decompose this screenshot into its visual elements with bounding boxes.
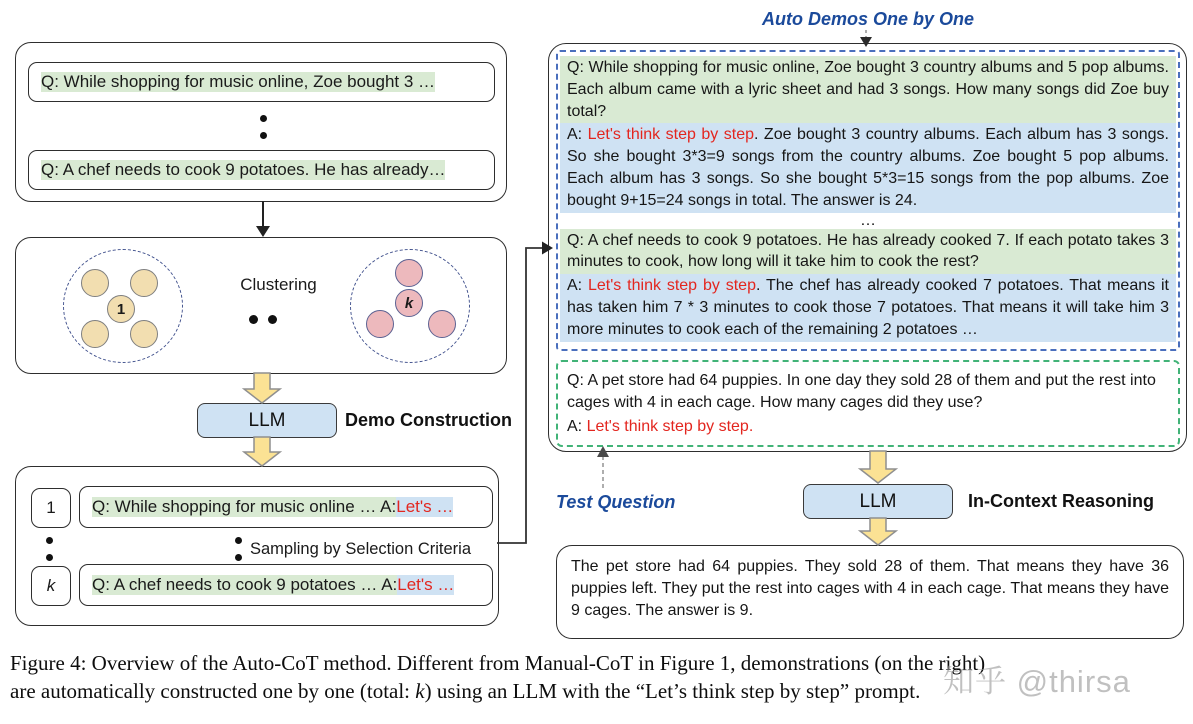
cluster-k-label: k	[404, 294, 414, 312]
cluster-k-dot-icon	[395, 259, 423, 287]
sampled-demo-1	[79, 486, 493, 528]
cluster-1-dot-icon	[130, 269, 158, 297]
vertical-dots-icon	[235, 554, 242, 561]
test-question-q: Q: A pet store had 64 puppies. In one day they sold 28 of them and put the rest into cages with 4 in each cage. How many cages did they use?	[567, 372, 1156, 411]
auto-demos-area	[556, 50, 1180, 351]
answer-box	[556, 545, 1184, 639]
pool-question-1	[28, 62, 495, 102]
horizontal-dots-icon	[268, 315, 277, 324]
think-step-cue: Let's think step by step	[588, 277, 756, 295]
sampled-demo-k-q: Q: A chef needs to cook 9 potatoes … A:	[92, 575, 398, 594]
vertical-dots-icon	[46, 537, 53, 544]
llm-box-right	[803, 484, 953, 519]
think-step-cue: Let's think step by step	[587, 126, 754, 144]
horizontal-dots-icon	[249, 315, 258, 324]
test-question-answer	[560, 415, 1176, 439]
watermark: 知乎 @thirsa	[943, 664, 1131, 699]
answer-text: The pet store had 64 puppies. They sold 28 of them. That means they have 36 puppies left. They put the rest into cages with 4 in each cage. That means they have 9 cages. The answer is 9.	[571, 558, 1169, 619]
answer-label: A:	[567, 277, 588, 295]
sampled-demo-1-q: Q: While shopping for music online … A:	[92, 497, 397, 516]
answer-label: A:	[567, 126, 588, 144]
demo-construction-label: Demo Construction	[345, 410, 513, 430]
demo-index-1-label: 1	[46, 498, 56, 517]
caption-k-italic: k	[415, 679, 425, 703]
caption-line-2-pre: are automatically constructed one by one (total:	[10, 679, 416, 703]
llm-box-left	[197, 403, 337, 438]
cluster-1-dot-icon	[130, 320, 158, 348]
auto-demo-2-answer	[560, 274, 1176, 341]
think-step-cue: Let's think step by step.	[586, 417, 754, 435]
auto-demo-1-answer-text: . Zoe bought 3 country albums. Each album has 3 songs. So she bought 3*3=9 songs from the country albums. Zoe bought 5 pop albums. Each album has 3 songs. So she bought 5*3=15 songs from the pop albums. Zoe bought 9+15=24 songs in total. The answer is 24.	[567, 126, 1170, 209]
auto-demo-2-answer-text: . The chef has already cooked 7 potatoes. That means it has taken him 7 * 3 minutes to cook those 7 potatoes. That means it will take him 3 more minutes to cook each of the remaining 2 potatoes …	[567, 277, 1170, 338]
clustering-label: Clustering	[240, 275, 317, 294]
yellow-down-arrow-icon	[860, 451, 896, 483]
pool-question-2	[28, 150, 495, 190]
auto-demo-2-question	[560, 229, 1176, 275]
vertical-dots-icon	[46, 554, 53, 561]
auto-demo-1-answer	[560, 123, 1176, 212]
sampled-demos-box	[15, 466, 499, 626]
cluster-1-label: 1	[116, 300, 126, 318]
test-question-area	[556, 360, 1180, 447]
yellow-down-arrow-icon	[860, 518, 896, 545]
caption-line-2	[10, 677, 985, 705]
yellow-down-arrow-icon	[244, 373, 280, 403]
in-context-reasoning-label: In-Context Reasoning	[968, 491, 1155, 511]
sampled-demo-k	[79, 564, 493, 606]
cluster-k-dot-icon	[428, 310, 456, 338]
cluster-k-center-dot	[395, 289, 423, 317]
demo-index-k	[31, 566, 71, 606]
caption-line-2-post: ) using an LLM with the “Let’s think step by step” prompt.	[424, 679, 921, 703]
pool-question-1-text: Q: While shopping for music online, Zoe bought 3 …	[41, 72, 436, 91]
pool-question-2-text: Q: A chef needs to cook 9 potatoes. He has already…	[41, 160, 446, 179]
sampled-demo-1-a: Let's …	[396, 497, 454, 516]
yellow-down-arrow-icon	[244, 437, 280, 466]
question-pool-box	[15, 42, 507, 202]
vertical-dots-icon	[260, 115, 267, 122]
sampled-demo-k-a: Let's …	[397, 575, 455, 594]
test-question-text	[560, 369, 1176, 415]
vertical-dots-icon	[235, 537, 242, 544]
test-question-label: Test Question	[556, 492, 676, 512]
demo-index-k-label: k	[46, 576, 56, 595]
caption-line-1: Figure 4: Overview of the Auto-CoT method. Different from Manual-CoT in Figure 1, demonstrations (on the right)	[10, 651, 986, 675]
down-arrow-icon	[256, 201, 270, 237]
demos-ellipsis: …	[860, 211, 876, 229]
auto-demos-title: Auto Demos One by One	[761, 9, 975, 29]
cluster-1-dot-icon	[81, 320, 109, 348]
cluster-1-dot-icon	[81, 269, 109, 297]
cluster-1-center-dot	[107, 295, 135, 323]
llm-label-left: LLM	[248, 409, 286, 431]
auto-demo-1-question	[560, 56, 1176, 123]
test-question-dashed-arrow	[597, 446, 609, 489]
figure-caption	[10, 649, 985, 705]
clustering-box	[15, 237, 507, 374]
auto-demo-2-question-text: Q: A chef needs to cook 9 potatoes. He has already cooked 7. If each potato takes 3 minutes to cook, how long will it take him to cook the rest?	[567, 231, 1169, 271]
vertical-dots-icon	[260, 132, 267, 139]
demo-index-1	[31, 488, 71, 528]
llm-label-right: LLM	[859, 490, 897, 512]
cluster-k-dot-icon	[366, 310, 394, 338]
sampling-label: Sampling by Selection Criteria	[250, 540, 472, 558]
auto-demo-1-question-text: Q: While shopping for music online, Zoe bought 3 country albums and 5 pop albums. Each album came with a lyric sheet and had 3 songs. How many songs did Zoe buy total?	[567, 59, 1169, 120]
answer-label: A:	[567, 417, 587, 435]
